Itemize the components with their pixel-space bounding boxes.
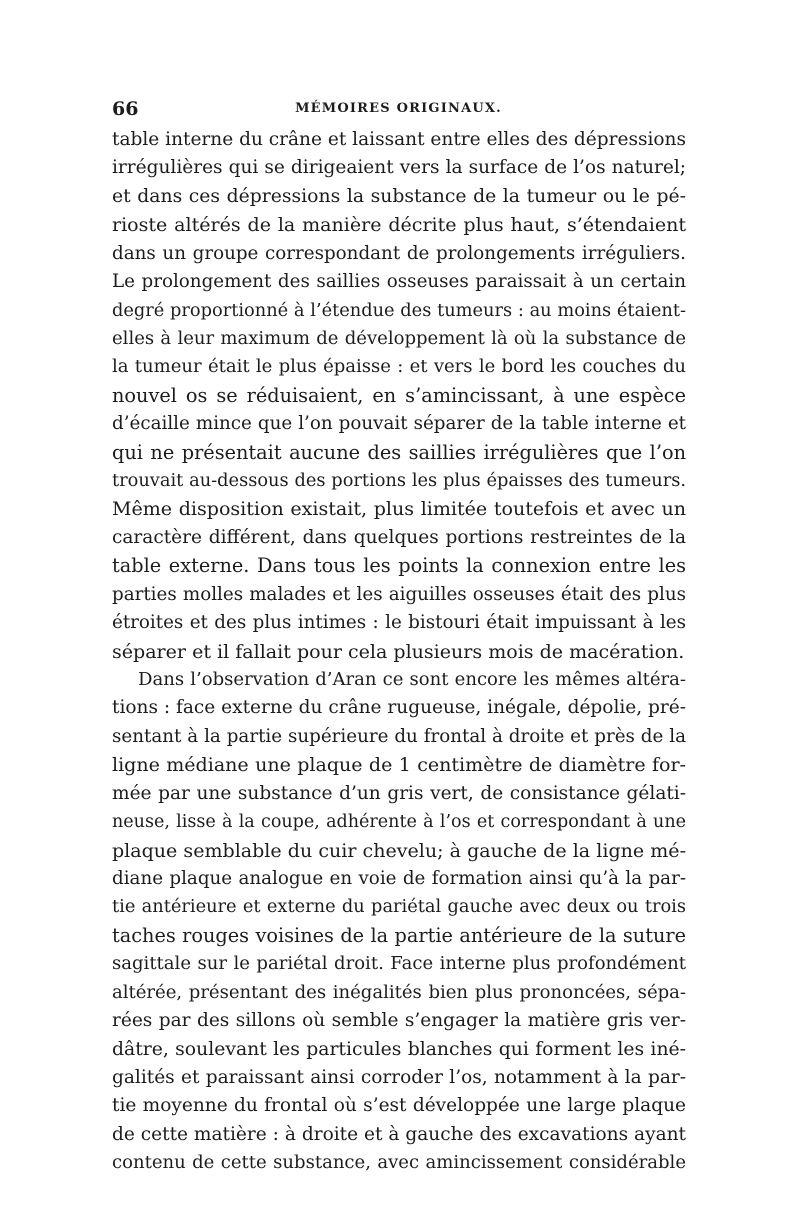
text-line: sentant à la partie supérieure du frontal à droite et près de la [112,725,686,747]
text-line: dâtre, soulevant les particules blanches qui forment les iné- [112,1038,686,1060]
text-line: neuse, lisse à la coupe, adhérente à l’os et correspondant à une [112,812,686,833]
text-line: irrégulières qui se dirigeaient vers la surface de l’os naturel; [112,157,686,179]
text-line: la tumeur était le plus épaisse : et vers le bord les couches du [112,356,686,378]
text-line: ligne médiane une plaque de 1 centimètre de diamètre for- [112,754,686,777]
text-line: degré proportionné à l’étendue des tumeurs : au moins étaient- [112,299,686,321]
text-line: parties molles malades et les aiguilles osseuses était des plus [112,583,686,605]
text-line: dans un groupe correspondant de prolongements irréguliers. [112,242,686,264]
text-line: étroites et des plus intimes : le bistouri était impuissant à les [112,612,686,634]
text-line: altérée, présentant des inégalités bien plus prononcées, sépa- [112,981,686,1003]
running-title: MÉMOIRES ORIGINAUX. [295,101,502,116]
text-line: de cette matière : à droite et à gauche des excavations ayant [112,1123,686,1145]
paragraph-start-line: Dans l’observation d’Aran ce sont encore les mêmes altéra- [138,669,686,691]
text-line: diane plaque analogue en voie de formation ainsi qu’à la par- [112,867,686,889]
text-line: sagittale sur le pariétal droit. Face interne plus profondément [112,953,686,975]
text-line: tie antérieure et externe du pariétal gauche avec deux ou trois [112,896,686,918]
text-line: qui ne présentait aucune des saillies irrégulières que l’on [112,440,686,464]
text-line: caractère différent, dans quelques portions restreintes de la [112,526,686,548]
page-header [112,98,685,124]
text-line: tie moyenne du frontal où s’est développée une large plaque [112,1095,686,1117]
text-line: d’écaille mince que l’on pouvait séparer de la table interne et [112,413,686,435]
text-line: table externe. Dans tous les points la connexion entre les [112,554,686,578]
page-number: 66 [112,98,139,120]
text-line: trouvait au-dessous des portions les plus épaisses des tumeurs. [112,470,686,492]
text-line: rées par des sillons où semble s’engager la matière gris ver- [112,1010,686,1032]
text-line: elles à leur maximum de développement là où la substance de [112,327,686,349]
text-line: contenu de cette substance, avec amincissement considérable [112,1152,686,1174]
text-line: tions : face externe du crâne rugueuse, inégale, dépolie, pré- [112,697,686,719]
text-line: nouvel os se réduisaient, en s’amincissant, à une espèce [112,383,686,407]
text-line: plaque semblable du cuir chevelu; à gauche de la ligne mé- [112,839,686,862]
text-line: et dans ces dépressions la substance de la tumeur ou le pé- [112,185,686,207]
text-line: Le prolongement des saillies osseuses paraissait à un certain [112,271,686,293]
paragraph-end-line: séparer et il fallait pour cela plusieurs mois de macération. [112,640,685,663]
text-line: Même disposition existait, plus limitée toutefois et avec un [112,498,686,521]
text-line: rioste altérés de la manière décrite plus haut, s’étendaient [112,214,686,237]
text-line: table interne du crâne et laissant entre elles des dépressions [112,129,686,150]
text-line: taches rouges voisines de la partie antérieure de la suture [112,923,686,947]
text-line: mée par une substance d’un gris vert, de consistance gélati- [112,782,686,804]
text-line: galités et paraissant ainsi corroder l’os, notamment à la par- [112,1066,686,1088]
body-text [112,126,686,1178]
